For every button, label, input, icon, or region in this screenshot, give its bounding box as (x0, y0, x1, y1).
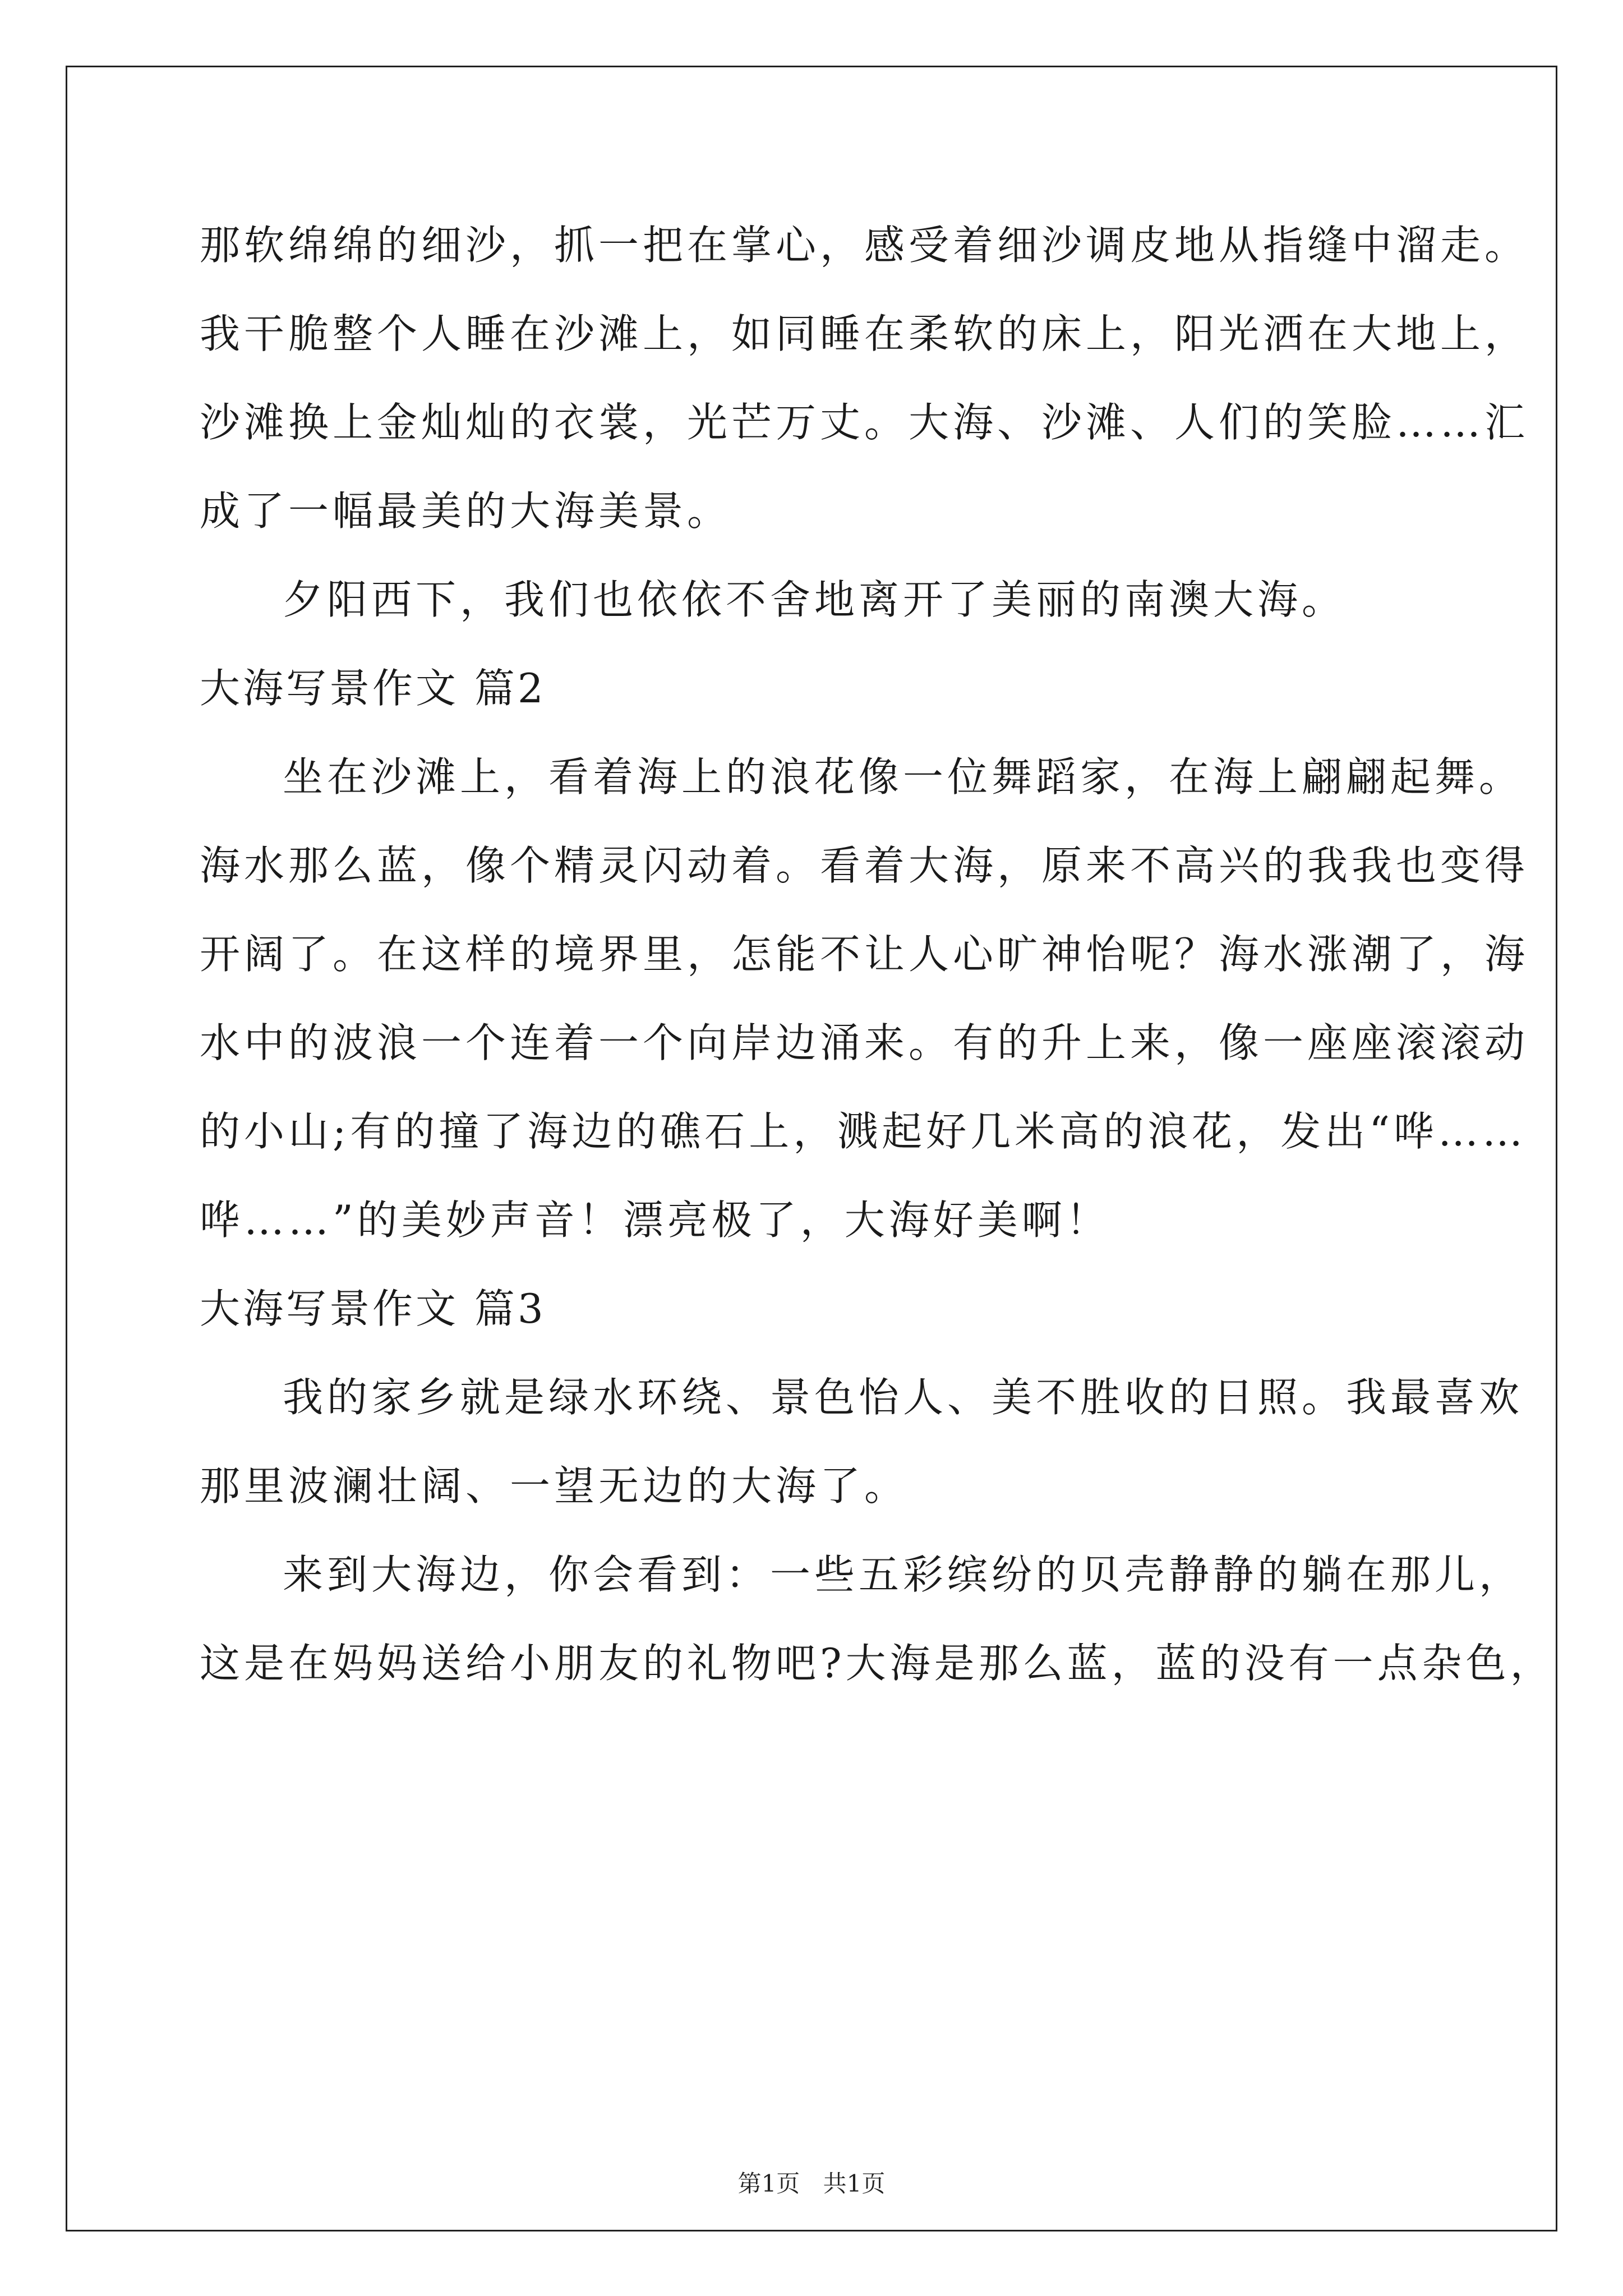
page-footer (0, 2165, 1623, 2199)
text-line: 这是在妈妈送给小朋友的礼物吧?大海是那么蓝，蓝的没有一点杂色， (200, 1640, 1555, 1687)
section-heading: 大海写景作文 篇2 (200, 665, 546, 712)
page-total: 共1页 (823, 2170, 886, 2197)
text-line: 开阔了。在这样的境界里，怎能不让人心旷神怡呢？海水涨潮了，海 (200, 931, 1529, 978)
document-body (200, 212, 1555, 1719)
text-line: 哗……”的美妙声音！漂亮极了，大海好美啊！ (200, 1197, 1110, 1244)
page-number: 第1页 (737, 2170, 800, 2197)
section-heading: 大海写景作文 篇3 (200, 1285, 546, 1332)
text-line: 我干脆整个人睡在沙滩上，如同睡在柔软的床上，阳光洒在大地上， (200, 310, 1529, 357)
text-line: 水中的波浪一个连着一个向岸边涌来。有的升上来，像一座座滚滚动 (200, 1019, 1529, 1066)
text-line: 海水那么蓝，像个精灵闪动着。看着大海，原来不高兴的我我也变得 (200, 842, 1529, 889)
text-line: 那里波澜壮阔、一望无边的大海了。 (200, 1462, 909, 1510)
text-line: 成了一幅最美的大海美景。 (200, 487, 732, 535)
text-line: 我的家乡就是绿水环绕、景色怡人、美不胜收的日照。我最喜欢 (283, 1374, 1524, 1421)
text-line: 夕阳西下，我们也依依不舍地离开了美丽的南澳大海。 (283, 576, 1347, 623)
text-line: 坐在沙滩上，看着海上的浪花像一位舞蹈家，在海上翩翩起舞。 (283, 753, 1524, 800)
text-line: 来到大海边，你会看到：一些五彩缤纷的贝壳静静的躺在那儿， (283, 1551, 1524, 1598)
text-line: 的小山;有的撞了海边的礁石上，溅起好几米高的浪花，发出“哗…… (200, 1108, 1527, 1155)
text-line: 那软绵绵的细沙，抓一把在掌心，感受着细沙调皮地从指缝中溜走。 (200, 222, 1529, 269)
text-line: 沙滩换上金灿灿的衣裳，光芒万丈。大海、沙滩、人们的笑脸……汇 (200, 399, 1529, 446)
